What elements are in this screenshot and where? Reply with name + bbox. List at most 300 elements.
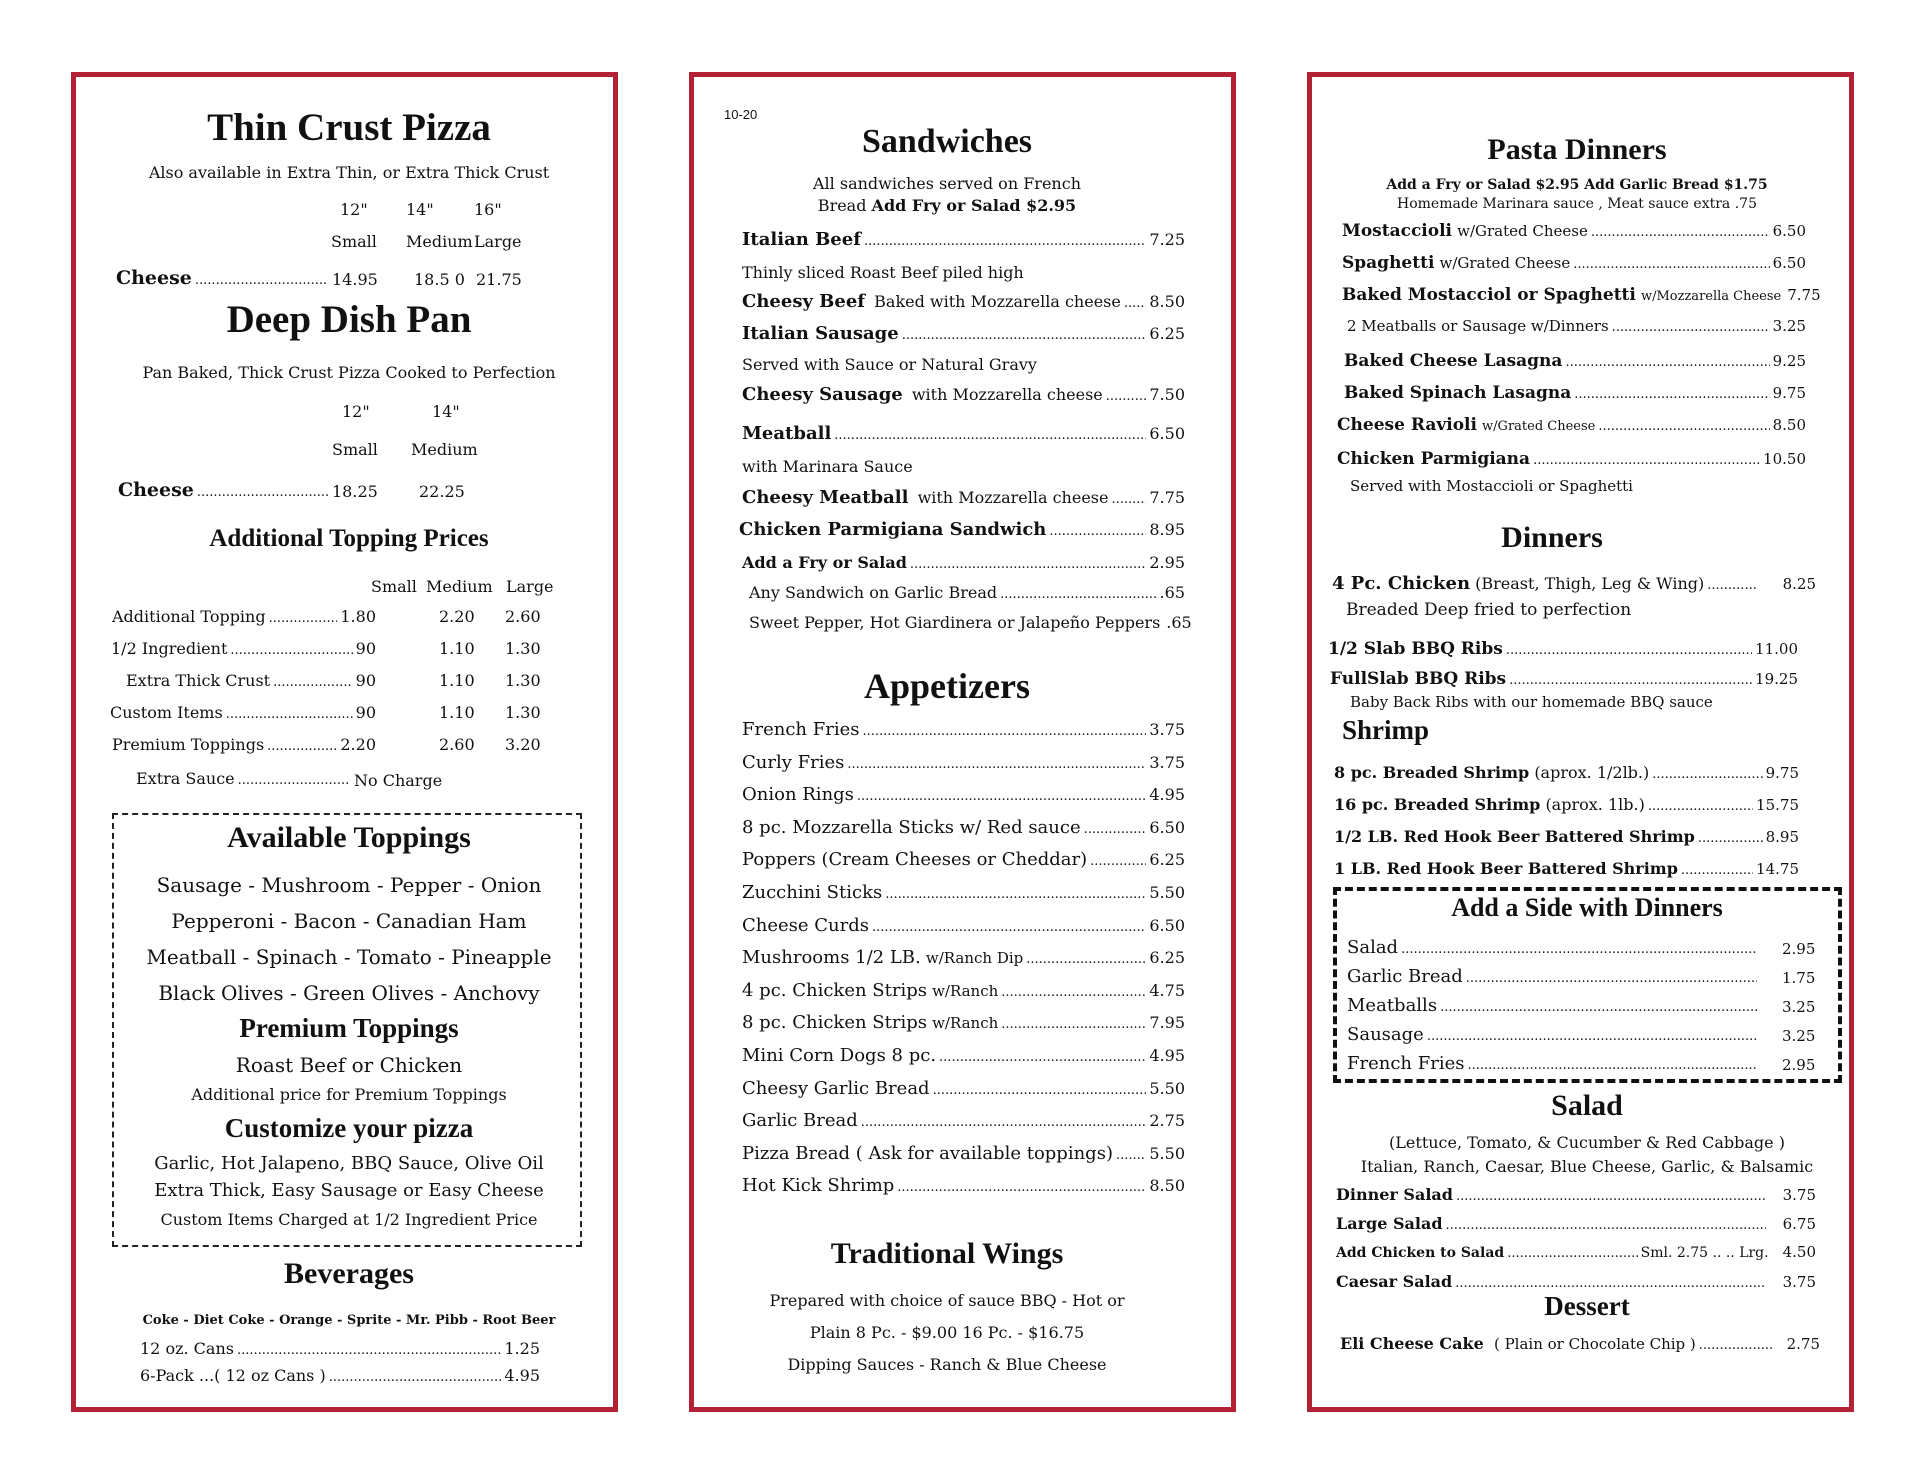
available-toppings-title: Available Toppings [227, 821, 471, 854]
item-note: w/Ranch [932, 981, 999, 1000]
appetizer-row [742, 752, 1185, 773]
item-note: w/Grated Cheese [1457, 222, 1588, 240]
price: 7.50 [1149, 385, 1185, 404]
leader-dots [1440, 1000, 1757, 1015]
leader-dots [1455, 1276, 1765, 1291]
side-row [1347, 1024, 1760, 1045]
leader-dots [1565, 355, 1769, 370]
pasta-row [1342, 285, 1821, 305]
item-name: Any Sandwich on Garlic Bread [749, 583, 998, 602]
sandwich-row [742, 423, 1185, 444]
price: 2.95 [1782, 940, 1816, 958]
price: 7.75 [1149, 488, 1185, 507]
dessert-title: Dessert [1544, 1291, 1630, 1321]
price: 7.95 [1149, 1013, 1185, 1033]
price-small: 90 [355, 639, 376, 658]
wings-line: Prepared with choice of sauce BBQ - Hot or [769, 1291, 1125, 1310]
item-name: Meatballs [1347, 995, 1438, 1016]
item-name: Onion Rings [742, 784, 854, 806]
side-row [1347, 995, 1760, 1016]
sandwich-row [742, 553, 1185, 572]
appetizer-row [742, 882, 1185, 903]
item-name: Cheesy Meatball [742, 487, 909, 508]
leader-dots [1124, 296, 1147, 311]
price: 21.75 [476, 270, 522, 289]
price: 4.50 [1782, 1243, 1816, 1261]
leader-dots [1401, 942, 1757, 957]
salad-row [1336, 1185, 1816, 1204]
item-name: Add a Fry or Salad [742, 553, 907, 572]
item-name: Dinner Salad [1336, 1185, 1453, 1204]
thin-cheese-row [116, 267, 331, 289]
price: 6.25 [1149, 948, 1185, 968]
leader-dots [195, 273, 328, 288]
leader-dots [1507, 1246, 1637, 1261]
sides-title: Add a Side with Dinners [1451, 893, 1723, 922]
topping-price-row [112, 607, 376, 626]
size-name: Small [332, 440, 378, 459]
thin-crust-subtitle: Also available in Extra Thin, or Extra Thick Crust [148, 163, 550, 182]
price: 6.50 [1149, 424, 1185, 443]
sandwiches-panel [689, 72, 1236, 1412]
price: 8.25 [1782, 575, 1816, 593]
item-note: w/Ranch [932, 1014, 999, 1033]
deep-dish-subtitle: Pan Baked, Thick Crust Pizza Cooked to Perfection [142, 363, 556, 382]
pasta-title: Pasta Dinners [1487, 133, 1667, 166]
price-large: 1.30 [505, 671, 541, 690]
shrimp-row [1334, 763, 1799, 782]
price: 4.75 [1149, 980, 1185, 1000]
price: 4.95 [1149, 1046, 1185, 1065]
price: 7.25 [1149, 230, 1185, 249]
leader-dots [864, 234, 1146, 249]
custom-note: Custom Items Charged at 1/2 Ingredient Price [160, 1210, 538, 1229]
price: 2.95 [1149, 553, 1185, 572]
item-sizes: Sml. 2.75 .. .. Lrg. [1640, 1245, 1769, 1261]
price: 3.75 [1782, 1273, 1816, 1291]
sandwiches-title: Sandwiches [861, 123, 1033, 160]
item-name: 4 pc. Chicken Strips [742, 979, 927, 1001]
item-name: Hot Kick Shrimp [742, 1175, 895, 1197]
item-name: Salad [1347, 937, 1399, 958]
item-name: 1 LB. Red Hook Beer Battered Shrimp [1334, 859, 1678, 878]
price: 5.50 [1149, 1143, 1185, 1163]
deep-cheese-row [118, 479, 332, 501]
premium-toppings-title: Premium Toppings [239, 1013, 459, 1043]
leader-dots [1707, 578, 1757, 593]
price: 3.25 [1782, 998, 1816, 1016]
item-note: (aprox. 1/2lb.) [1534, 763, 1650, 782]
sandwich-row [749, 613, 1192, 632]
price: 5.50 [1149, 883, 1185, 902]
price: 6.25 [1149, 850, 1185, 870]
sandwiches-sub: All sandwiches served on French [813, 174, 1081, 193]
topping-line: Sausage - Mushroom - Pepper - Onion [156, 873, 542, 897]
item-name: Additional Topping [112, 607, 266, 626]
beverage-list: Coke - Diet Coke - Orange - Sprite - Mr. Pibb - Root Beer [142, 1313, 556, 1328]
chicken-desc: Breaded Deep fried to perfection [1346, 600, 1632, 620]
sandwich-row [742, 229, 1185, 250]
leader-dots [834, 428, 1146, 443]
appetizer-row [742, 947, 1185, 968]
size-label: 14" [432, 402, 460, 421]
leader-dots [1681, 863, 1753, 878]
leader-dots [1111, 492, 1146, 507]
pasta-sub: Homemade Marinara sauce , Meat sauce extra .75 [1397, 196, 1757, 212]
ribs-desc: Baby Back Ribs with our homemade BBQ sauce [1350, 693, 1713, 711]
price-small: 90 [355, 703, 376, 722]
leader-dots [1000, 587, 1156, 602]
item-name: 2 Meatballs or Sausage w/Dinners [1347, 317, 1609, 335]
item-note: w/Ranch Dip [925, 949, 1024, 968]
premium-line: Roast Beef or Chicken [235, 1053, 463, 1077]
appetizer-row [742, 1012, 1185, 1033]
price-large: 3.20 [505, 735, 541, 754]
item-name: Cheese [116, 267, 192, 289]
leader-dots [897, 1180, 1146, 1195]
shrimp-row [1334, 795, 1799, 814]
side-row [1347, 937, 1760, 958]
topping-line: Pepperoni - Bacon - Canadian Ham [171, 909, 527, 933]
item-name: Garlic Bread [1347, 966, 1463, 987]
item-name: 4 Pc. Chicken [1332, 573, 1471, 594]
appetizer-row [742, 719, 1185, 740]
item-name: 1/2 Slab BBQ Ribs [1328, 639, 1503, 659]
chicken-row [1332, 573, 1816, 594]
price: 4.95 [1149, 785, 1185, 805]
salad-sub: Italian, Ranch, Caesar, Blue Cheese, Garlic, & Balsamic [1360, 1157, 1814, 1176]
item-name: FullSlab BBQ Ribs [1330, 669, 1507, 689]
item-name: Cheese Ravioli [1337, 415, 1477, 435]
leader-dots [1456, 1189, 1766, 1204]
salad-row [1336, 1272, 1816, 1291]
item-name: 1/2 LB. Red Hook Beer Battered Shrimp [1334, 827, 1695, 846]
price-large: 1.30 [505, 639, 541, 658]
item-name: Large Salad [1336, 1214, 1443, 1233]
price: 14.75 [1756, 860, 1799, 878]
price: 15.75 [1756, 796, 1799, 814]
price: 6.50 [1772, 222, 1806, 240]
item-name: Poppers (Cream Cheeses or Cheddar) [742, 849, 1088, 871]
leader-dots [1106, 389, 1147, 404]
wings-line: Dipping Sauces - Ranch & Blue Cheese [787, 1355, 1107, 1374]
price: 19.25 [1755, 670, 1798, 688]
item-name: Italian Sausage [742, 323, 899, 344]
leader-dots [197, 485, 329, 500]
item-description: Thinly sliced Roast Beef piled high [742, 263, 1024, 282]
item-name: Cheesy Garlic Bread [742, 1077, 930, 1099]
topping-prices-title: Additional Topping Prices [209, 525, 489, 552]
appetizer-row [742, 1143, 1185, 1164]
item-name: 6-Pack ...( 12 oz Cans ) [140, 1366, 326, 1385]
price: 8.50 [1149, 292, 1185, 311]
item-name: Sausage [1347, 1024, 1424, 1045]
topping-price-row [110, 703, 376, 722]
price: 8.50 [1772, 416, 1806, 434]
leader-dots [237, 1343, 501, 1358]
price: 11.00 [1755, 640, 1798, 658]
appetizer-row [742, 817, 1185, 838]
price: 9.75 [1772, 384, 1806, 402]
leader-dots [1001, 1017, 1146, 1032]
pasta-served: Served with Mostaccioli or Spaghetti [1350, 477, 1633, 495]
price: 2.75 [1149, 1111, 1185, 1131]
price: .65 [1159, 583, 1185, 602]
price: 10.50 [1763, 450, 1806, 468]
appetizer-row [742, 849, 1185, 870]
col-header: Small [371, 577, 417, 596]
size-label: 12" [340, 200, 368, 219]
size-name: Small [331, 232, 377, 251]
topping-price-row [111, 639, 376, 658]
price: 3.25 [1772, 317, 1806, 335]
pasta-row [1344, 383, 1806, 403]
item-name: Zucchini Sticks [742, 882, 883, 903]
leader-dots [939, 1050, 1146, 1065]
price: 3.75 [1149, 720, 1185, 739]
item-name: Cheesy Beef [742, 291, 866, 312]
pasta-sub: Add a Fry or Salad $2.95 Add Garlic Bread $1.75 [1386, 177, 1768, 193]
leader-dots [1084, 822, 1147, 837]
custom-line: Extra Thick, Easy Sausage or Easy Cheese [154, 1180, 544, 1201]
wings-line: Plain 8 Pc. - $9.00 16 Pc. - $16.75 [809, 1323, 1085, 1342]
salad-sub: (Lettuce, Tomato, & Cucumber & Red Cabbage ) [1389, 1133, 1785, 1152]
appetizer-row [742, 980, 1185, 1001]
item-name: Pizza Bread ( Ask for available toppings) [742, 1142, 1113, 1164]
item-name: Spaghetti [1342, 253, 1435, 273]
item-name: Mushrooms 1/2 LB. [742, 947, 921, 969]
pasta-row [1344, 351, 1806, 371]
leader-dots [902, 328, 1147, 343]
item-name: Sweet Pepper, Hot Giardinera or Jalapeño Peppers [749, 613, 1161, 632]
leader-dots [329, 1370, 502, 1385]
sub-bold: Add Fry or Salad $2.95 [871, 196, 1077, 215]
price: 8.50 [1149, 1176, 1185, 1196]
item-name: Baked Spinach Lasagna [1344, 383, 1572, 403]
extra-sauce-row [136, 769, 351, 788]
shrimp-title: Shrimp [1342, 715, 1430, 745]
item-name: Baked Cheese Lasagna [1344, 351, 1563, 371]
price: 9.75 [1765, 764, 1799, 782]
item-name: Italian Beef [742, 229, 861, 250]
shrimp-row [1334, 827, 1799, 846]
price-medium: 1.10 [439, 703, 475, 722]
price: 1.25 [504, 1339, 540, 1358]
item-name: Chicken Parmigiana Sandwich [739, 519, 1047, 540]
price-medium: 1.10 [439, 671, 475, 690]
beverages-title: Beverages [284, 1257, 414, 1290]
item-name: Curly Fries [742, 751, 845, 773]
sandwich-row [742, 323, 1185, 344]
price: 14.95 [332, 270, 378, 289]
appetizer-row [742, 1045, 1185, 1066]
pasta-row [1342, 221, 1806, 241]
thin-crust-title: Thin Crust Pizza [207, 106, 491, 149]
size-label: 12" [342, 402, 370, 421]
leader-dots [1533, 453, 1760, 468]
premium-note: Additional price for Premium Toppings [191, 1085, 507, 1104]
leader-dots [1598, 419, 1769, 434]
leader-dots [226, 707, 353, 722]
leader-dots [1446, 1218, 1766, 1233]
item-name: Meatball [742, 423, 832, 444]
item-name: 16 pc. Breaded Shrimp [1334, 795, 1541, 814]
side-row [1347, 1053, 1760, 1074]
appetizer-row [742, 1110, 1185, 1131]
leader-dots [861, 1115, 1147, 1130]
item-note: (Breast, Thigh, Leg & Wing) [1475, 574, 1705, 593]
beverage-row [140, 1366, 540, 1385]
item-name: Add Chicken to Salad [1336, 1245, 1505, 1261]
sandwich-row [742, 291, 1185, 312]
leader-dots [1001, 985, 1146, 1000]
price-small: 1.80 [340, 607, 376, 626]
leader-dots [847, 757, 1146, 772]
price: 3.25 [1782, 1027, 1816, 1045]
pasta-row [1337, 415, 1806, 435]
leader-dots [1506, 643, 1752, 658]
ribs-row [1328, 639, 1798, 659]
leader-dots [1427, 1029, 1757, 1044]
pasta-row [1347, 317, 1806, 335]
item-note: w/Grated Cheese [1482, 419, 1596, 434]
leader-dots [857, 789, 1146, 804]
pasta-row [1342, 253, 1806, 273]
custom-line: Garlic, Hot Jalapeno, BBQ Sauce, Olive Oil [154, 1153, 544, 1174]
leader-dots [269, 611, 338, 626]
price: 6.50 [1149, 817, 1185, 837]
leader-dots [1090, 854, 1146, 869]
price: 1.75 [1782, 969, 1816, 987]
item-name: 12 oz. Cans [140, 1339, 234, 1358]
leader-dots [1652, 767, 1762, 782]
item-note: ( Plain or Chocolate Chip ) [1493, 1335, 1696, 1353]
item-name: Cheesy Sausage [742, 384, 903, 405]
price: 5.50 [1149, 1078, 1185, 1098]
item-desc: with Mozzarella cheese [917, 488, 1109, 507]
topping-line: Meatball - Spinach - Tomato - Pineapple [146, 945, 552, 969]
item-name: Mini Corn Dogs 8 pc. [742, 1045, 937, 1066]
leader-dots [885, 887, 1146, 902]
price: 2.75 [1786, 1335, 1820, 1353]
leader-dots [910, 557, 1146, 572]
dinners-panel [1307, 72, 1854, 1412]
price: 6.50 [1149, 915, 1185, 935]
leader-dots [1591, 225, 1770, 240]
size-name: Large [474, 232, 522, 251]
pasta-row [1337, 449, 1806, 469]
price: 6.25 [1149, 324, 1185, 343]
topping-price-row [112, 735, 376, 754]
item-name: Extra Thick Crust [126, 671, 271, 690]
price: 4.95 [504, 1366, 540, 1385]
item-name: Baked Mostacciol or Spaghetti [1342, 285, 1636, 305]
leader-dots [230, 643, 352, 658]
price-medium: 2.60 [439, 735, 475, 754]
leader-dots [1049, 524, 1146, 539]
size-label: 14" [406, 200, 434, 219]
price: 8.95 [1765, 828, 1799, 846]
price-medium: 1.10 [439, 639, 475, 658]
leader-dots [1574, 387, 1769, 402]
side-row [1347, 966, 1760, 987]
salad-row [1336, 1243, 1816, 1261]
price-small: 90 [355, 671, 376, 690]
sandwich-row [742, 384, 1185, 405]
customize-title: Customize your pizza [224, 1113, 474, 1143]
leader-dots [1509, 673, 1752, 688]
item-name: Custom Items [110, 703, 223, 722]
leader-dots [1573, 257, 1769, 272]
pizza-panel [71, 72, 618, 1412]
leader-dots [1026, 952, 1146, 967]
leader-dots [1699, 1338, 1772, 1353]
size-name: Medium [411, 440, 478, 459]
item-name: 8 pc. Mozzarella Sticks w/ Red sauce [742, 816, 1081, 838]
salad-title: Salad [1551, 1089, 1623, 1122]
ribs-row [1330, 669, 1798, 689]
leader-dots [1648, 799, 1753, 814]
price-large: 1.30 [505, 703, 541, 722]
extra-sauce-value: No Charge [354, 771, 443, 790]
item-name: Caesar Salad [1336, 1272, 1453, 1291]
leader-dots [273, 675, 353, 690]
dessert-row [1340, 1334, 1820, 1353]
item-desc: with Mozzarella cheese [911, 385, 1103, 404]
price: 6.50 [1772, 254, 1806, 272]
topping-line: Black Olives - Green Olives - Anchovy [158, 981, 540, 1005]
beverage-row [140, 1339, 540, 1358]
sub-text: Bread [817, 196, 867, 215]
item-name: French Fries [1347, 1053, 1465, 1074]
leader-dots [238, 773, 348, 788]
dinners-title: Dinners [1501, 521, 1603, 554]
menu-code: 10-20 [724, 107, 758, 122]
price-medium: 2.20 [439, 607, 475, 626]
item-note: w/Grated Cheese [1439, 254, 1571, 272]
sandwich-row [739, 519, 1185, 540]
sandwich-row [742, 487, 1185, 508]
sandwiches-sub [818, 196, 1076, 215]
item-name: Garlic Bread [742, 1110, 858, 1132]
appetizer-row [742, 784, 1185, 805]
price: 3.75 [1149, 752, 1185, 772]
price-small: 2.20 [340, 735, 376, 754]
price: 6.75 [1782, 1215, 1816, 1233]
item-name: 8 pc. Chicken Strips [742, 1012, 927, 1034]
price: .65 [1166, 613, 1192, 632]
leader-dots [862, 724, 1146, 739]
item-name: Cheese Curds [742, 914, 870, 936]
leader-dots [1466, 971, 1757, 986]
item-description: with Marinara Sauce [742, 457, 913, 476]
appetizer-row [742, 915, 1185, 936]
item-name: Chicken Parmigiana [1337, 449, 1531, 469]
appetizer-row [742, 1175, 1185, 1196]
shrimp-row [1334, 859, 1799, 878]
item-name: French Fries [742, 719, 860, 740]
price: 18.25 [332, 482, 378, 501]
salad-row [1336, 1214, 1816, 1233]
leader-dots [933, 1083, 1147, 1098]
item-description: Served with Sauce or Natural Gravy [742, 355, 1037, 374]
item-name: Mostaccioli [1342, 221, 1453, 241]
leader-dots [1116, 1148, 1146, 1163]
item-note: w/Mozzarella Cheese [1640, 289, 1782, 304]
leader-dots [872, 920, 1146, 935]
topping-price-row [126, 671, 376, 690]
item-name: Premium Toppings [112, 735, 265, 754]
